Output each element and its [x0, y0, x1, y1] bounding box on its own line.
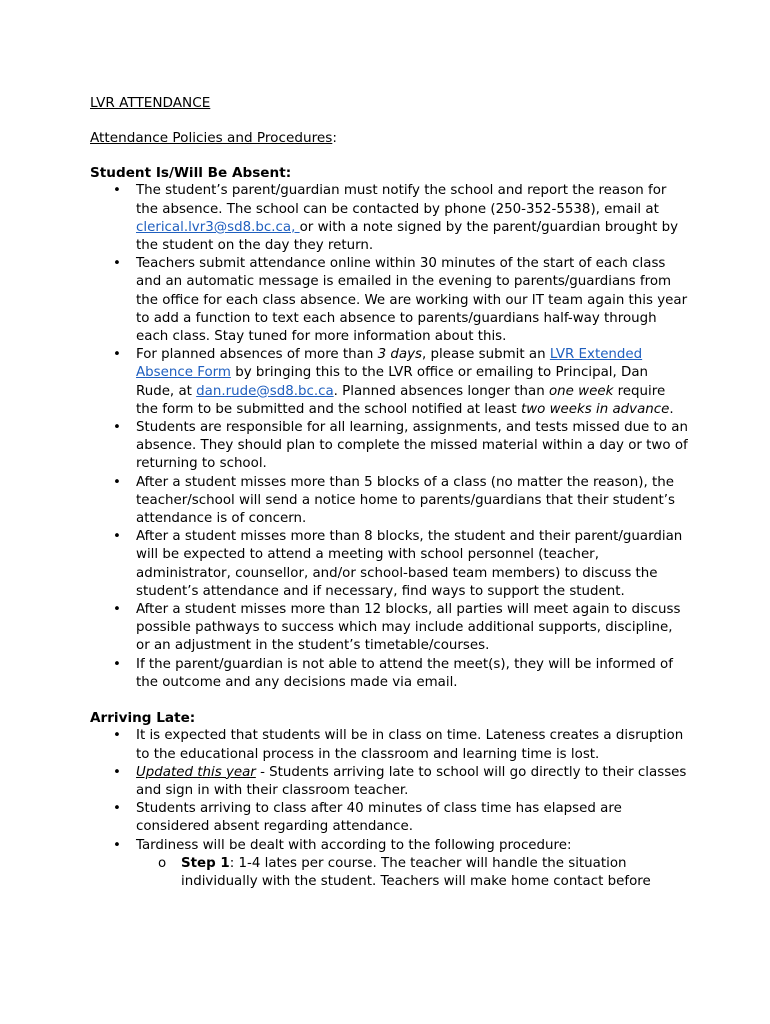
list-item: [90, 837, 690, 892]
emphasis-text: one week: [548, 383, 614, 399]
document-title: LVR ATTENDANCE: [90, 95, 211, 111]
bullet-text: The student’s parent/guardian must notify the school and report the reason for the absence. The school can be contacted by phone (250-352-5538), email at: [136, 183, 667, 217]
bullet-text: After a student misses more than 8 blocks, the student and their parent/guardian will be expected to attend a meeting with school personnel (teacher, administrator, counsellor, and/or school-based team members) to discuss the student’s attendance and if necessary, find ways to support the student.: [136, 529, 683, 599]
bullet-text: . Planned absences longer than: [333, 383, 549, 399]
absent-heading: Student Is/Will Be Absent:: [90, 165, 292, 182]
bullet-text: require the form to be submitted and the school notified at least: [136, 383, 666, 417]
list-item: [90, 474, 690, 529]
bullet-text: If the parent/guardian is not able to attend the meet(s), they will be informed of the outcome and any decisions made via email.: [136, 656, 673, 690]
list-item: [90, 601, 690, 656]
extended-absence-form-link[interactable]: LVR Extended Absence Form: [136, 347, 643, 381]
bullet-text: Tardiness will be dealt with according to the following procedure:: [136, 837, 572, 853]
list-item: [90, 764, 690, 800]
bullet-text: , please submit an: [422, 347, 550, 363]
list-item: [136, 855, 690, 891]
bullet-text: Students arriving to class after 40 minutes of class time has elapsed are considered absent regarding attendance.: [136, 801, 622, 835]
principal-email-link[interactable]: dan.rude@sd8.bc.ca: [196, 383, 334, 399]
list-item: [90, 419, 690, 474]
bullet-text: - Students arriving late to school will go directly to their classes and sign in with their classroom teacher.: [136, 764, 687, 798]
bullet-text: .: [669, 401, 674, 417]
list-item: [90, 727, 690, 763]
list-item: [90, 656, 690, 692]
bullet-text: by bringing this to the LVR office or emailing to Principal, Dan Rude, at: [136, 365, 649, 399]
bullet-text: It is expected that students will be in class on time. Lateness creates a disruption to the educational process in the classroom and learning time is lost.: [136, 728, 684, 762]
bullet-text: After a student misses more than 12 blocks, all parties will meet again to discuss possible pathways to success which may include additional supports, discipline, or an adjustment in the student’s timetable/courses.: [136, 602, 681, 654]
list-item: [90, 255, 690, 346]
policies-subtitle-colon: :: [332, 130, 337, 146]
policies-subtitle: [90, 129, 690, 147]
bullet-text: or with a note signed by the parent/guardian brought by the student on the day they return.: [136, 219, 679, 254]
list-item: [90, 182, 690, 255]
tardiness-steps: [136, 855, 690, 891]
emphasis-text: two weeks in advance: [520, 401, 670, 417]
emphasis-text: 3 days: [377, 347, 422, 363]
list-item: [90, 346, 690, 419]
bullet-text: After a student misses more than 5 blocks of a class (no matter the reason), the teacher/school will send a notice home to parents/guardians that their student’s attendance is of concern.: [136, 474, 676, 527]
clerical-email-link[interactable]: clerical.lvr3@sd8.bc.ca,: [136, 219, 300, 235]
list-item: [90, 800, 690, 836]
absent-list: [90, 182, 690, 692]
bullet-text: : 1-4 lates per course. The teacher will handle the situation individually with the student. Teachers will make home contact before: [181, 855, 651, 889]
list-item: [90, 528, 690, 601]
step-label: Step 1: [181, 855, 230, 871]
emphasis-text: Updated this year: [136, 764, 256, 780]
bullet-text: Students are responsible for all learning, assignments, and tests missed due to an absence. They should plan to complete the missed material within a day or two of returning to school.: [136, 420, 688, 472]
bullet-text: Teachers submit attendance online within 30 minutes of the start of each class and an automatic message is emailed in the evening to parents/guardians from the office for each class absence. We are working with our IT team again this year to add a function to text each absence to parents/guardians half-way through each class. Stay tuned for more information about this.: [136, 256, 688, 345]
late-list: [90, 727, 690, 891]
document-page: [90, 94, 690, 891]
late-heading: Arriving Late:: [90, 710, 196, 727]
policies-subtitle-text: Attendance Policies and Procedures: [90, 130, 333, 146]
bullet-text: For planned absences of more than: [136, 347, 378, 363]
